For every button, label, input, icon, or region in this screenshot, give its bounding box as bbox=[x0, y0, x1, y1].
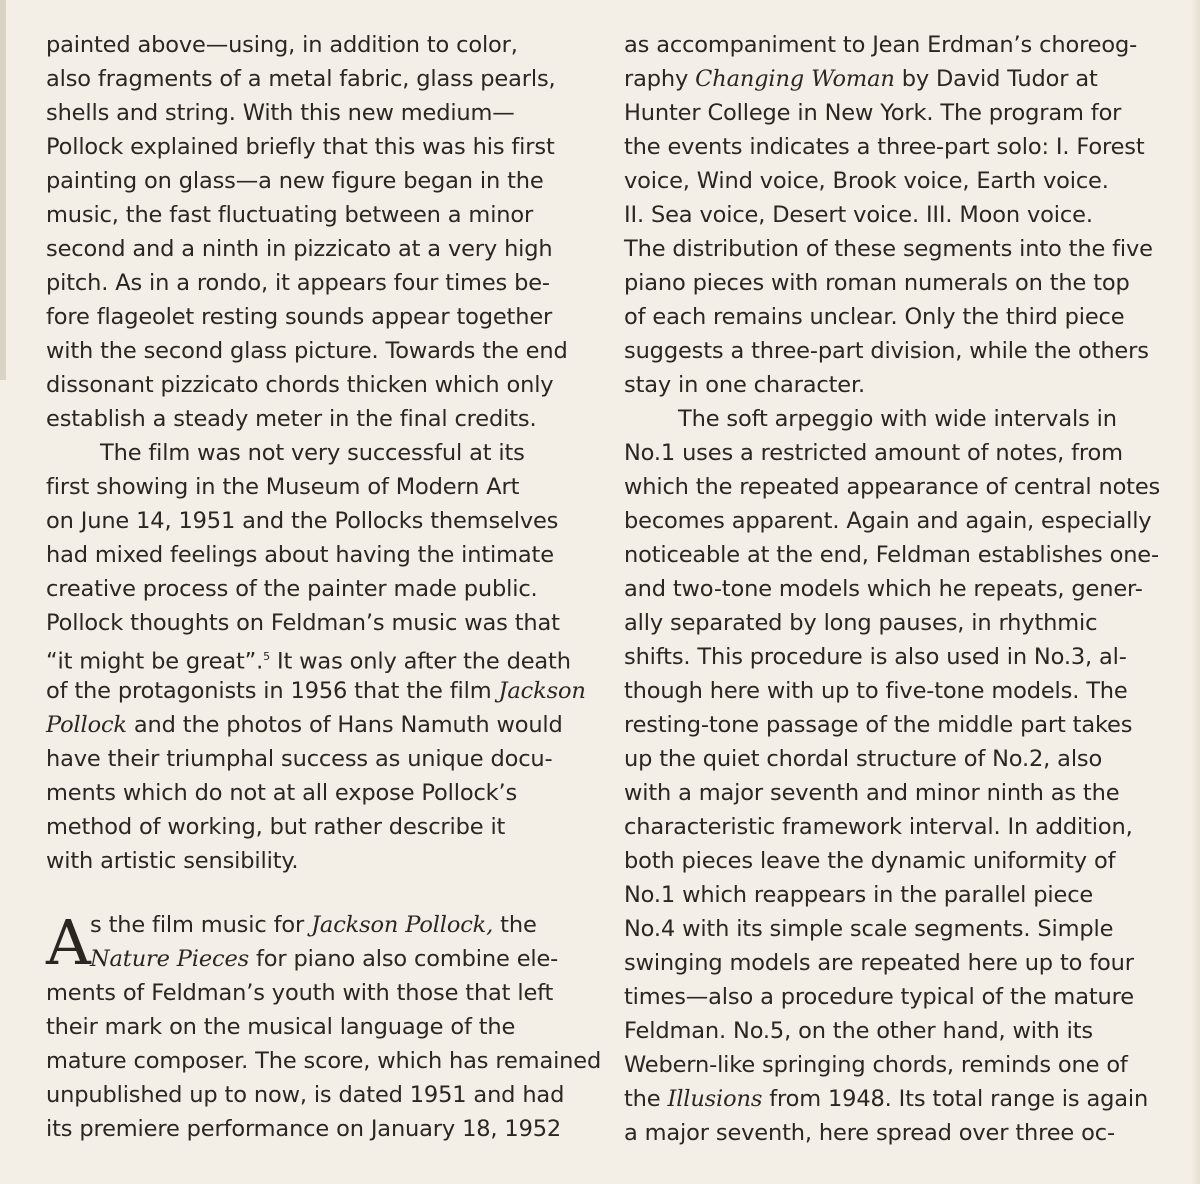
text-line: which the repeated appearance of central notes bbox=[624, 474, 1161, 500]
text-line bbox=[46, 942, 598, 976]
text-line: on June 14, 1951 and the Pollocks themselves bbox=[46, 508, 559, 534]
text-span: the bbox=[624, 1086, 668, 1112]
right-paragraph-2 bbox=[624, 402, 1176, 1150]
work-title: Changing Woman bbox=[695, 66, 895, 92]
text-line: swinging models are repeated here up to four bbox=[624, 950, 1134, 976]
text-line: Pollock thoughts on Feldman’s music was that bbox=[46, 610, 560, 636]
text-line: Feldman. No.5, on the other hand, with its bbox=[624, 1018, 1093, 1044]
text-line: The soft arpeggio with wide intervals in bbox=[678, 406, 1117, 432]
text-line: had mixed feelings about having the intimate bbox=[46, 542, 554, 568]
text-line: both pieces leave the dynamic uniformity of bbox=[624, 848, 1116, 874]
text-line bbox=[624, 62, 1176, 96]
text-line: resting-tone passage of the middle part takes bbox=[624, 712, 1133, 738]
text-line: and two-tone models which he repeats, gener- bbox=[624, 576, 1143, 602]
text-line: stay in one character. bbox=[624, 372, 866, 398]
text-line: Pollock explained briefly that this was his first bbox=[46, 134, 555, 160]
text-span: for piano also combine ele- bbox=[249, 946, 559, 972]
text-line: second and a ninth in pizzicato at a very high bbox=[46, 236, 553, 262]
text-line: first showing in the Museum of Modern Art bbox=[46, 474, 520, 500]
text-line: the events indicates a three-part solo: I. Forest bbox=[624, 134, 1145, 160]
text-line: shells and string. With this new medium— bbox=[46, 100, 515, 126]
section-gap bbox=[46, 878, 598, 908]
text-span: s the film music for bbox=[90, 912, 312, 938]
quote-text: “it might be great”. bbox=[46, 648, 264, 675]
work-title: Nature Pieces bbox=[90, 946, 250, 972]
text-line: voice, Wind voice, Brook voice, Earth voice. bbox=[624, 168, 1109, 194]
text-line: also fragments of a metal fabric, glass pearls, bbox=[46, 66, 556, 92]
text-line: pitch. As in a rondo, it appears four times be- bbox=[46, 270, 550, 296]
left-paragraph-3 bbox=[46, 906, 602, 1146]
text-line: with artistic sensibility. bbox=[46, 848, 299, 874]
text-span: and the photos of Hans Namuth would bbox=[126, 712, 563, 738]
text-line: shifts. This procedure is also used in No.3, al- bbox=[624, 644, 1127, 670]
text-span: the bbox=[493, 912, 537, 938]
text-line: The distribution of these segments into the five bbox=[624, 236, 1153, 262]
text-line bbox=[46, 674, 598, 708]
text-line: The film was not very successful at its bbox=[100, 440, 525, 466]
text-line: unpublished up to now, is dated 1951 and had bbox=[46, 1082, 565, 1108]
text-line: fore flageolet resting sounds appear together bbox=[46, 304, 553, 330]
text-line: No.1 which reappears in the parallel piece bbox=[624, 882, 1094, 908]
text-span: of the protagonists in 1956 that the film bbox=[46, 678, 499, 704]
text-line: No.4 with its simple scale segments. Simple bbox=[624, 916, 1114, 942]
text-line: painted above—using, in addition to color, bbox=[46, 32, 518, 58]
text-line: as accompaniment to Jean Erdman’s choreog- bbox=[624, 32, 1138, 58]
left-paragraph-1 bbox=[46, 28, 598, 436]
text-line: its premiere performance on January 18, 1952 bbox=[46, 1116, 562, 1142]
text-span: from 1948. Its total range is again bbox=[762, 1086, 1149, 1112]
page-edge-left bbox=[0, 0, 6, 380]
text-line bbox=[46, 708, 598, 742]
text-line: ments of Feldman’s youth with those that left bbox=[46, 980, 554, 1006]
text-line bbox=[624, 1082, 1176, 1116]
left-column bbox=[46, 28, 602, 1146]
text-line: noticeable at the end, Feldman establishes one- bbox=[624, 542, 1159, 568]
text-line: establish a steady meter in the final credits. bbox=[46, 406, 537, 432]
text-line: a major seventh, here spread over three oc- bbox=[624, 1120, 1115, 1146]
text-line: method of working, but rather describe it bbox=[46, 814, 506, 840]
text-line bbox=[46, 908, 598, 942]
text-line: mature composer. The score, which has remained bbox=[46, 1048, 602, 1074]
text-line: with a major seventh and minor ninth as the bbox=[624, 780, 1120, 806]
text-line: though here with up to five-tone models. The bbox=[624, 678, 1128, 704]
text-line: painting on glass—a new figure began in the bbox=[46, 168, 544, 194]
text-span: raphy bbox=[624, 66, 696, 92]
text-line: II. Sea voice, Desert voice. III. Moon voice. bbox=[624, 202, 1093, 228]
text-line: of each remains unclear. Only the third piece bbox=[624, 304, 1125, 330]
text-line: ally separated by long pauses, in rhythmic bbox=[624, 610, 1098, 636]
page-edge-right bbox=[1192, 0, 1200, 1184]
left-paragraph-2 bbox=[46, 436, 598, 878]
right-column bbox=[624, 28, 1176, 1150]
text-line: No.1 uses a restricted amount of notes, from bbox=[624, 440, 1123, 466]
text-line: Webern-like springing chords, reminds one of bbox=[624, 1052, 1128, 1078]
film-title: Jackson Pollock, bbox=[311, 912, 494, 938]
text-line: becomes apparent. Again and again, especially bbox=[624, 508, 1152, 534]
text-line: suggests a three-part division, while the others bbox=[624, 338, 1149, 364]
text-line: piano pieces with roman numerals on the top bbox=[624, 270, 1130, 296]
drop-cap: A bbox=[46, 906, 91, 979]
text-line: music, the fast fluctuating between a minor bbox=[46, 202, 534, 228]
film-title: Pollock bbox=[46, 712, 127, 738]
text-line: have their triumphal success as unique docu- bbox=[46, 746, 553, 772]
text-line: up the quiet chordal structure of No.2, also bbox=[624, 746, 1103, 772]
text-span: It was only after the death bbox=[270, 648, 571, 675]
footnote-marker: 5 bbox=[263, 650, 271, 663]
text-line: Hunter College in New York. The program for bbox=[624, 100, 1122, 126]
text-line bbox=[46, 640, 598, 674]
text-line: ments which do not at all expose Pollock’s bbox=[46, 780, 518, 806]
text-line: dissonant pizzicato chords thicken which only bbox=[46, 372, 554, 398]
text-line: times—also a procedure typical of the mature bbox=[624, 984, 1134, 1010]
text-line: creative process of the painter made public. bbox=[46, 576, 538, 602]
right-paragraph-1 bbox=[624, 28, 1176, 402]
text-line: their mark on the musical language of the bbox=[46, 1014, 516, 1040]
text-line: characteristic framework interval. In addition, bbox=[624, 814, 1133, 840]
text-span: by David Tudor at bbox=[894, 66, 1098, 92]
film-title: Jackson bbox=[498, 678, 586, 704]
text-line: with the second glass picture. Towards the end bbox=[46, 338, 568, 364]
work-title: Illusions bbox=[667, 1086, 763, 1112]
